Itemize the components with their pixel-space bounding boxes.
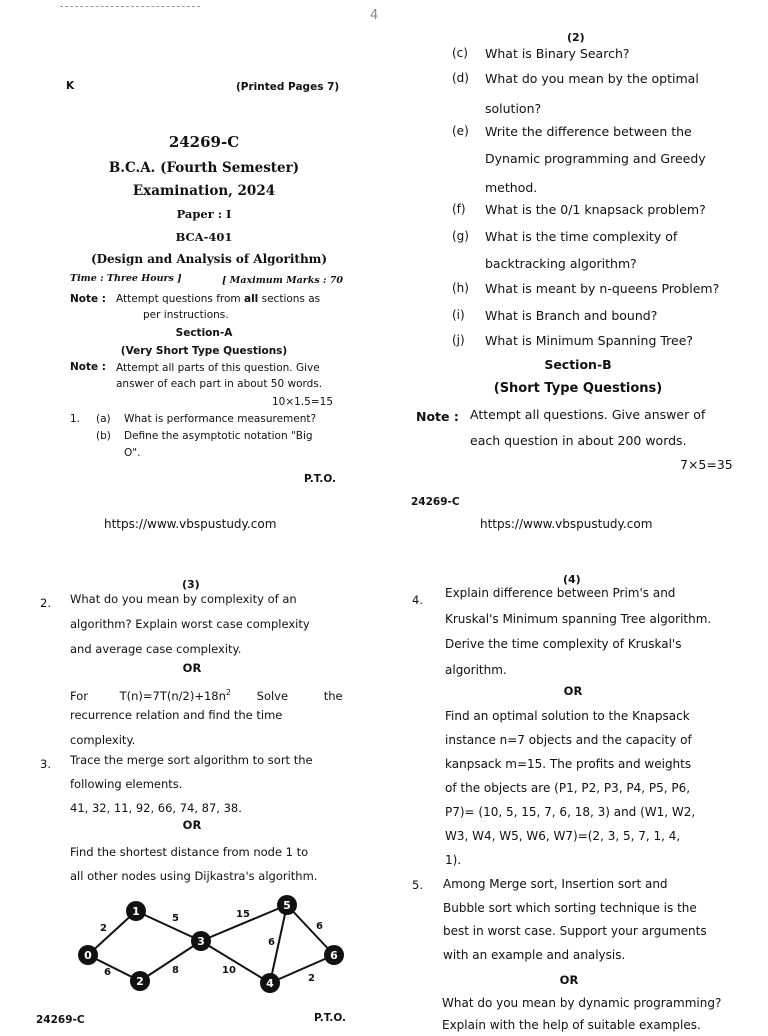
weight-3-4: 10 — [222, 965, 236, 976]
text-line: P7)= (10, 5, 15, 7, 6, 18, 3) and (W1, W2, — [445, 805, 696, 819]
text-line: of the objects are (P1, P2, P3, P4, P5, P6, — [445, 781, 691, 795]
note-text-b: sections as — [258, 293, 321, 305]
q5-text — [443, 873, 748, 967]
question-text: method. — [485, 180, 538, 195]
weight-5-4-a: 6 — [268, 937, 275, 948]
text-line: algorithm? Explain worst case complexity — [70, 617, 310, 631]
exam: Examination, 2024 — [132, 183, 276, 199]
weight-0-1: 2 — [100, 923, 107, 934]
course: B.C.A. (Fourth Semester) — [108, 160, 300, 176]
paper-code-footer-3: 24269-C — [36, 1014, 85, 1026]
question-text: Write the difference between the — [485, 124, 692, 139]
text-line: all other nodes using Dijkastra's algorithm. — [70, 869, 318, 883]
or-4: OR — [559, 973, 579, 987]
note-b-line2: each question in about 200 words. — [470, 433, 687, 448]
question-label: (j) — [452, 333, 465, 347]
note2-line1: Attempt all parts of this question. Give — [116, 362, 320, 374]
or-3: OR — [563, 684, 583, 698]
note-label: Note : — [70, 293, 106, 305]
question-label: (g) — [452, 229, 469, 243]
q2b-the: the — [323, 688, 343, 703]
weight-3-5: 15 — [236, 909, 250, 920]
time: Time : Three Hours ] — [70, 273, 182, 284]
q2b-superscript: 2 — [225, 688, 231, 697]
question-text: backtracking algorithm? — [485, 256, 637, 271]
text-line: kanpsack m=15. The profits and weights — [445, 757, 692, 771]
pto-1: P.T.O. — [304, 473, 336, 485]
text-line: Find the shortest distance from node 1 to — [70, 845, 309, 859]
note-text-a: Attempt questions from — [116, 293, 244, 305]
subject-code: BCA-401 — [175, 230, 233, 244]
graph-node-label: 0 — [84, 949, 92, 962]
question-label: (e) — [452, 124, 469, 138]
question-label: (c) — [452, 46, 468, 60]
graph-node-label: 1 — [132, 905, 140, 918]
text-line: W3, W4, W5, W6, W7)=(2, 3, 5, 7, 1, 4, — [445, 829, 681, 843]
edge-2-3 — [140, 941, 201, 981]
graph-node-label: 5 — [283, 899, 291, 912]
text-line: Bubble sort which sorting technique is the — [443, 900, 697, 915]
text-line: What do you mean by complexity of an — [70, 592, 297, 606]
q2b-for: For — [70, 688, 88, 703]
q1b-label: (b) — [96, 430, 111, 442]
q2b-recurrence: T(n)=7T(n/2)+18n — [119, 688, 226, 703]
question-label: (d) — [452, 71, 469, 85]
text-line: Trace the merge sort algorithm to sort the — [70, 753, 313, 767]
weight-1-3: 5 — [172, 913, 179, 924]
question-label: (f) — [452, 202, 466, 216]
top-mark: 4 — [370, 8, 379, 23]
q4b-text — [445, 704, 750, 872]
note-text-2: per instructions. — [143, 309, 229, 321]
note-text — [116, 293, 346, 305]
q3-text — [70, 748, 360, 796]
weight-5-6: 6 — [316, 921, 323, 932]
marks-calc-b: 7×5=35 — [680, 457, 733, 472]
section-b-sub: (Short Type Questions) — [493, 381, 663, 396]
question-text: What is Branch and bound? — [485, 308, 658, 323]
k-mark: K — [66, 80, 75, 92]
or-1: OR — [182, 661, 202, 675]
graph-node-label: 2 — [136, 975, 144, 988]
text-line: Explain with the help of suitable examples. — [442, 1018, 701, 1032]
section-a: Section-A — [175, 327, 233, 339]
note-b-line1: Attempt all questions. Give answer of — [470, 407, 706, 422]
url-1[interactable]: https://www.vbspustudy.com — [104, 517, 277, 531]
text-line: algorithm. — [445, 662, 507, 677]
text-line: 1). — [445, 853, 462, 867]
text-line: What do you mean by dynamic programming? — [442, 996, 722, 1010]
paper: Paper : I — [176, 207, 232, 221]
question-label: (i) — [452, 308, 465, 322]
page-number-2: (2) — [567, 31, 585, 44]
edge-1-3 — [136, 911, 201, 941]
note2-label: Note : — [70, 361, 106, 373]
printed-pages: (Printed Pages 7) — [236, 81, 340, 93]
note2-line2: answer of each part in about 50 words. — [116, 378, 323, 390]
graph-node-label: 4 — [266, 977, 274, 990]
pto-3: P.T.O. — [314, 1012, 346, 1024]
text-line: and average case complexity. — [70, 642, 242, 656]
edge-3-4 — [201, 941, 270, 983]
marks-calc-a: 10×1.5=15 — [272, 396, 334, 408]
text-line: recurrence relation and find the time — [70, 708, 283, 722]
edge-5-6 — [287, 905, 334, 955]
text-line: Kruskal's Minimum spanning Tree algorithm. — [445, 611, 712, 626]
q2b-solve: Solve — [256, 688, 289, 703]
url-2[interactable]: https://www.vbspustudy.com — [480, 517, 653, 531]
text-line: complexity. — [70, 733, 136, 747]
graph-node-label: 6 — [330, 949, 338, 962]
text-line: instance n=7 objects and the capacity of — [445, 733, 692, 747]
page-number-3: (3) — [182, 578, 200, 591]
q1-num: 1. — [70, 413, 81, 425]
or-2: OR — [182, 818, 202, 832]
q4-num: 4. — [412, 593, 423, 607]
text-line: following elements. — [70, 777, 183, 791]
weight-4-6: 2 — [308, 973, 315, 984]
q5b-text — [442, 992, 752, 1036]
edge-4-6 — [270, 955, 334, 983]
section-a-sub: (Very Short Type Questions) — [120, 345, 288, 357]
note-b-label: Note : — [416, 409, 459, 424]
question-text: What is the 0/1 knapsack problem? — [485, 202, 706, 217]
q5-num: 5. — [412, 878, 423, 892]
question-text: Dynamic programming and Greedy — [485, 151, 706, 166]
q3b-text — [70, 840, 360, 888]
q3-num: 3. — [40, 757, 51, 771]
scan-mark — [60, 6, 200, 8]
question-text: What is meant by n-queens Problem? — [485, 281, 720, 296]
question-text: What is the time complexity of — [485, 229, 678, 244]
q2-num: 2. — [40, 596, 51, 610]
q1a-text: What is performance measurement? — [124, 413, 317, 425]
question-label: (h) — [452, 281, 469, 295]
question-text: What is Minimum Spanning Tree? — [485, 333, 694, 348]
text-line: Explain difference between Prim's and — [445, 586, 676, 600]
max-marks: [ Maximum Marks : 70 — [222, 275, 344, 286]
graph-node-label: 3 — [197, 935, 205, 948]
subject: (Design and Analysis of Algorithm) — [90, 252, 328, 266]
question-text: solution? — [485, 101, 542, 116]
q1b-text1: Define the asymptotic notation "Big — [124, 430, 313, 442]
section-b: Section-B — [544, 357, 612, 372]
weight-0-2: 6 — [104, 967, 111, 978]
text-line: best in worst case. Support your arguments — [443, 924, 707, 938]
paper-code-footer-2: 24269-C — [411, 496, 460, 508]
question-text: What do you mean by the optimal — [485, 71, 699, 86]
weight-2-3: 8 — [172, 965, 179, 976]
text-line: Find an optimal solution to the Knapsack — [445, 709, 690, 723]
question-text: What is Binary Search? — [485, 46, 630, 61]
q4-text — [445, 581, 750, 683]
q2-text — [70, 587, 360, 662]
q1b-text2: O". — [124, 447, 141, 459]
page-number-4: (4) — [563, 573, 581, 586]
q3-elements: 41, 32, 11, 92, 66, 74, 87, 38. — [70, 801, 242, 815]
paper-code: 24269-C — [168, 133, 240, 151]
text-line: Derive the time complexity of Kruskal's — [445, 637, 682, 651]
q2b-text — [70, 703, 360, 753]
text-line: with an example and analysis. — [443, 947, 626, 962]
q1a-label: (a) — [96, 413, 111, 425]
dijkstra-graph — [70, 893, 360, 998]
note-text-bold: all — [243, 293, 259, 305]
text-line: Among Merge sort, Insertion sort and — [443, 877, 668, 891]
